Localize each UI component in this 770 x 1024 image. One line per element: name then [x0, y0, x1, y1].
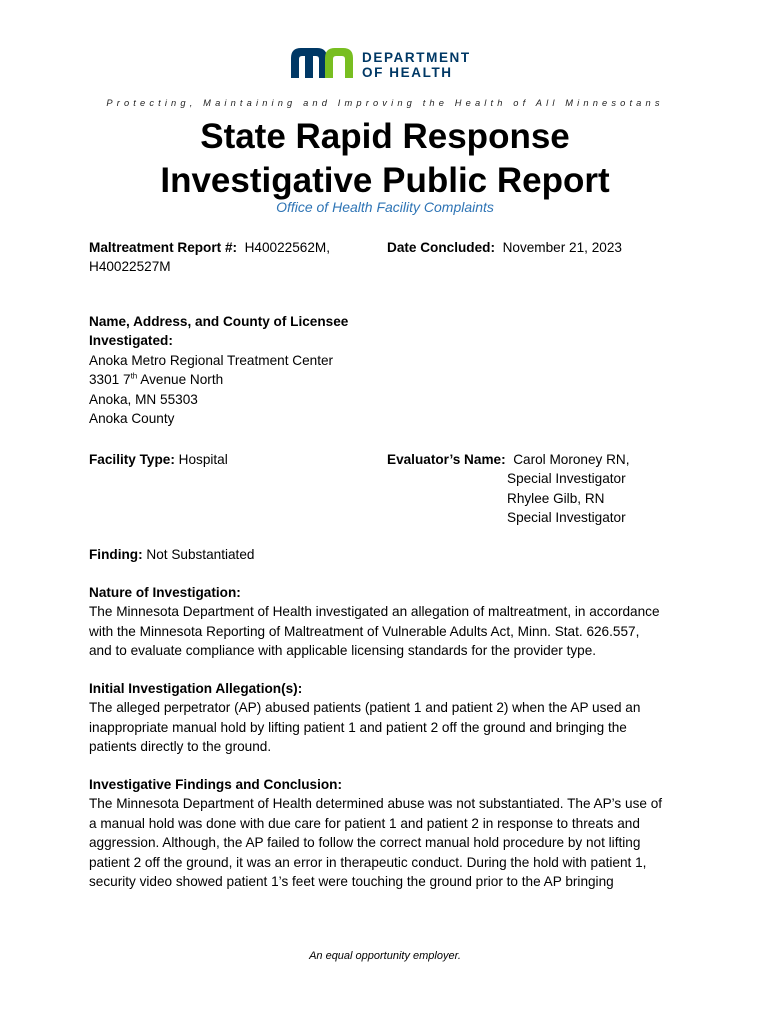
findings-section: [89, 775, 662, 891]
evaluator-title-1: Special Investigator: [507, 471, 626, 487]
licensee-label-2: Investigated:: [89, 333, 173, 349]
allegation-heading: Initial Investigation Allegation(s):: [89, 681, 303, 696]
licensee-city: Anoka, MN 55303: [89, 391, 198, 407]
allegation-line: patients directly to the ground.: [89, 739, 272, 755]
mdh-logo: [291, 48, 481, 80]
nature-heading: Nature of Investigation:: [89, 585, 241, 600]
findings-heading: Investigative Findings and Conclusion:: [89, 777, 343, 792]
evaluator-name-2: Rhylee Gilb, RN: [507, 490, 605, 506]
nature-line: with the Minnesota Reporting of Maltreatment of Vulnerable Adults Act, Minn. Stat. 626.557,: [89, 623, 640, 639]
nature-section: [89, 583, 660, 661]
page-subtitle: Office of Health Facility Complaints: [276, 199, 494, 215]
evaluator-title-2: Special Investigator: [507, 510, 626, 526]
finding-label: Finding:: [89, 547, 143, 562]
evaluator-label: Evaluator’s Name:: [387, 452, 506, 467]
facility-type-label: Facility Type:: [89, 452, 175, 467]
findings-line: The Minnesota Department of Health determined abuse was not substantiated. The AP’s use of: [89, 796, 663, 812]
licensee-street: 3301 7th Avenue North: [89, 371, 224, 388]
allegation-line: inappropriate manual hold by lifting patient 1 and patient 2 off the ground and bringing the: [89, 719, 627, 735]
finding: [89, 545, 254, 564]
allegation-line: The alleged perpetrator (AP) abused patients (patient 1 and patient 2) when the AP used an: [89, 700, 641, 716]
mn-logo-icon: [291, 48, 355, 78]
logo-line-department: DEPARTMENT: [362, 50, 471, 65]
title-line-1: State Rapid Response: [200, 117, 570, 156]
date-concluded: [387, 238, 622, 257]
report-number-label: Maltreatment Report #:: [89, 240, 238, 255]
licensee-county: Anoka County: [89, 411, 175, 427]
facility-type: [89, 450, 228, 469]
findings-line: security video showed patient 1’s feet were touching the ground prior to the AP bringing: [89, 874, 614, 890]
nature-line: and to evaluate compliance with applicable licensing standards for the provider type.: [89, 643, 597, 659]
evaluator-name-1: Carol Moroney RN,: [513, 452, 630, 467]
licensee-block: [89, 312, 348, 428]
report-number: [89, 238, 369, 277]
logo-text: [362, 50, 471, 80]
findings-line: a manual hold was done with due care for patient 1 and patient 2 in response to threats and: [89, 815, 640, 831]
tagline: Protecting, Maintaining and Improving the Health of All Minnesotans: [106, 98, 664, 108]
facility-type-value: Hospital: [178, 452, 228, 467]
footer-text: An equal opportunity employer.: [309, 950, 461, 962]
title-line-2: Investigative Public Report: [160, 161, 610, 200]
nature-line: The Minnesota Department of Health investigated an allegation of maltreatment, in accordance: [89, 604, 660, 620]
licensee-label-1: Name, Address, and County of Licensee: [89, 314, 349, 329]
date-concluded-value: November 21, 2023: [502, 240, 622, 255]
report-number-value-2: H40022527M: [89, 259, 171, 275]
date-concluded-label: Date Concluded:: [387, 240, 495, 255]
findings-line: patient 2 off the ground, it was an error in therapeutic conduct. During the hold with patient 1,: [89, 854, 647, 870]
finding-value: Not Substantiated: [146, 547, 255, 562]
evaluator-block: [387, 450, 630, 528]
report-number-value: H40022562M,: [244, 240, 331, 255]
findings-line: aggression. Although, the AP failed to follow the correct manual hold procedure by not lifting: [89, 835, 641, 851]
allegation-section: [89, 679, 640, 757]
licensee-name: Anoka Metro Regional Treatment Center: [89, 352, 334, 368]
logo-line-of-health: OF HEALTH: [362, 65, 453, 80]
page-title: [0, 115, 770, 203]
